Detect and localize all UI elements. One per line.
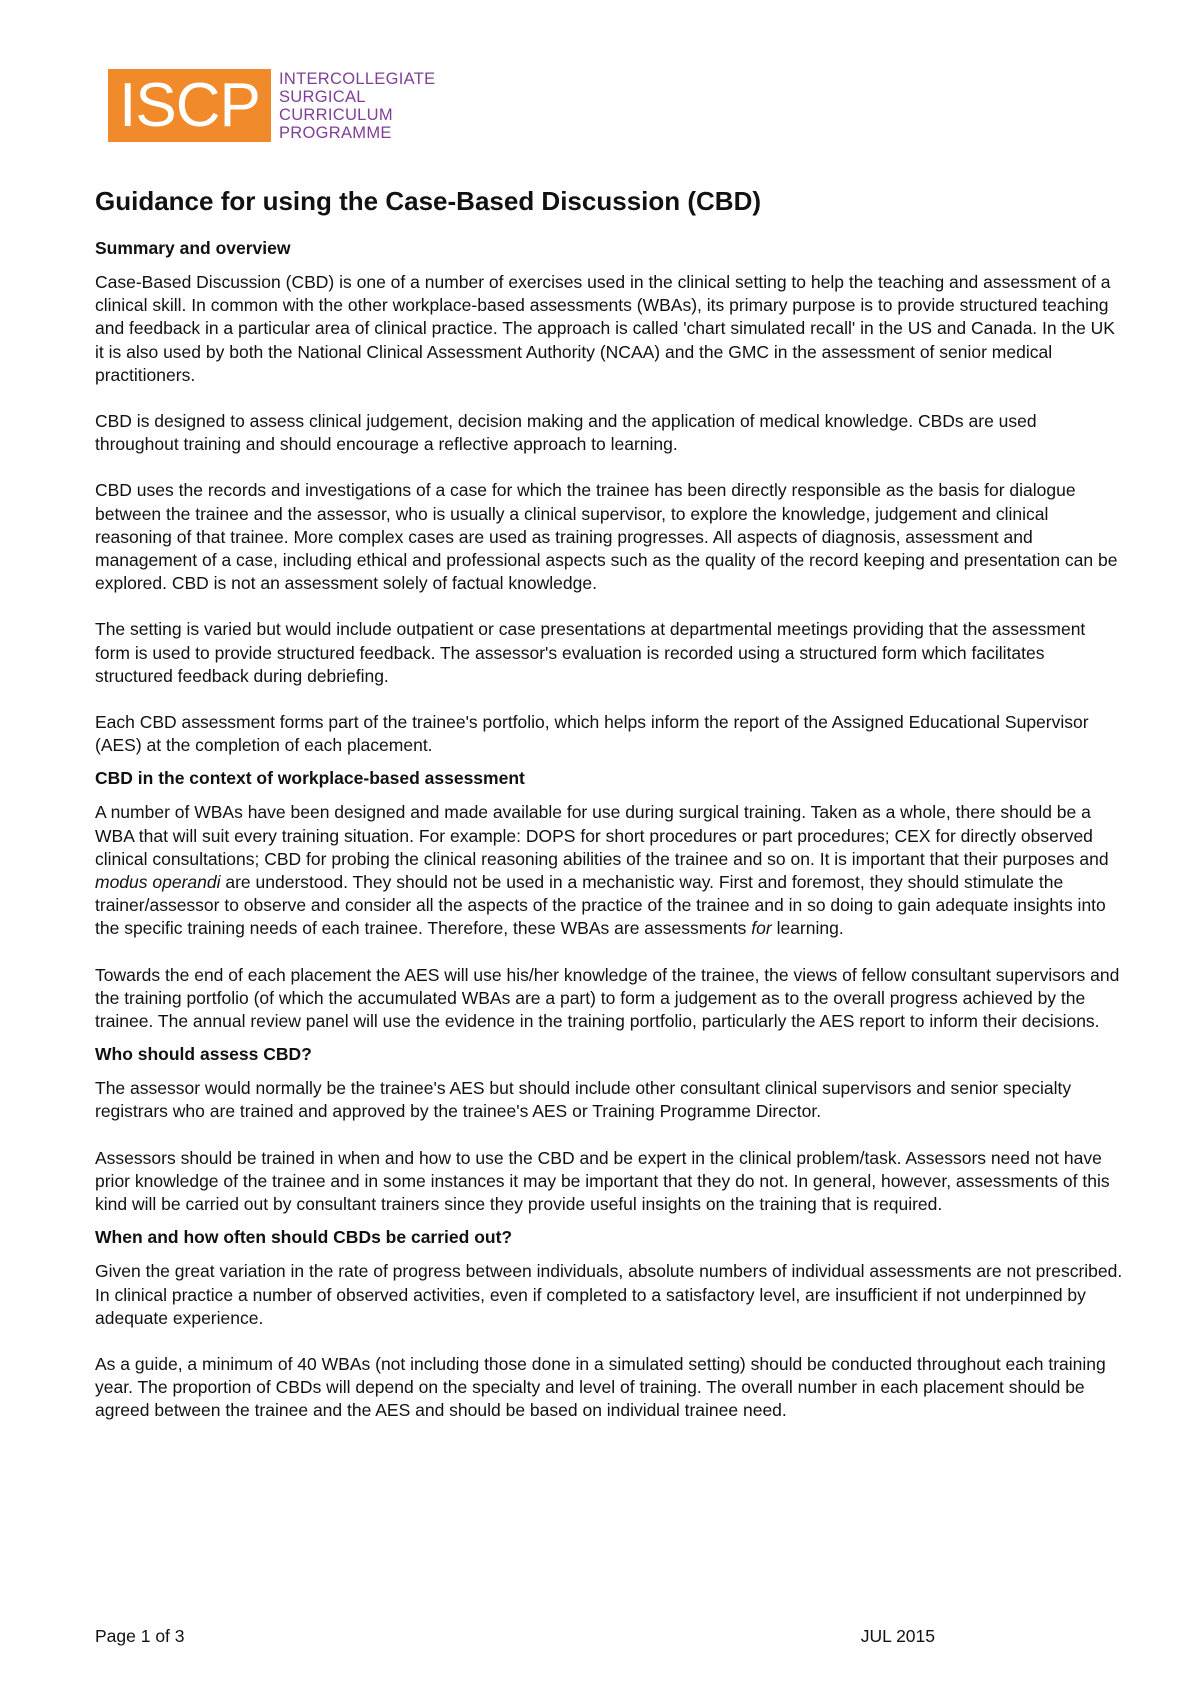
paragraph: Case-Based Discussion (CBD) is one of a number of exercises used in the clinical setting to help the teaching and assessment of a clinical skill. In common with the other workplace-based assessments (WBAs), its primary purpose is to provide structured teaching and feedback in a particular area of clinical practice. The approach is called 'chart simulated recall' in the US and Canada. In the UK it is also used by both the National Clinical Assessment Authority (NCAA) and the GMC in the assessment of senior medical practitioners. [95,272,1115,385]
logo-line: PROGRAMME [279,123,392,142]
logo-line: INTERCOLLEGIATE [279,69,436,88]
section-heading-summary: Summary and overview [95,238,291,258]
section-heading-who: Who should assess CBD? [95,1044,312,1065]
section-heading-when: When and how often should CBDs be carried out? [95,1227,513,1248]
logo-line: SURGICAL [279,87,366,106]
section-heading-context: CBD in the context of workplace-based assessment [95,768,525,789]
paragraph: Each CBD assessment forms part of the trainee's portfolio, which helps inform the report of the Assigned Educational Supervisor (AES) at the completion of each placement. [95,712,1089,756]
paragraph: The setting is varied but would include outpatient or case presentations at departmental meetings providing that the assessment form is used to provide structured feedback. The assessor's evaluation is recorded using a structured form which facilitates structured feedback during debriefing. [95,619,1086,686]
text-run: are understood. They should not be used in a mechanistic way. First and foremost, they should stimulate the trainer/assessor to observe and consider all the aspects of the practice of the trainee and in so doing to gain adequate insights into the specific training needs of each trainee. Therefore, these WBAs are assessments [95,872,1106,939]
paragraph: As a guide, a minimum of 40 WBAs (not including those done in a simulated setting) should be conducted throughout each training year. The proportion of CBDs will depend on the specialty and level of training. The overall number in each placement should be agreed between the trainee and the AES and should be based on individual trainee need. [95,1353,1106,1421]
logo-acronym: ISCP [108,69,271,142]
emphasis-text: for [751,918,772,939]
paragraph: Given the great variation in the rate of progress between individuals, absolute numbers of individual assessments are not prescribed. In clinical practice a number of observed activities, even if completed to a satisfactory level, are insufficient if not underpinned by adequate experience. [95,1261,1123,1328]
logo-line: CURRICULUM [279,105,393,124]
text-run: A number of WBAs have been designed and made available for use during surgical training. Taken as a whole, there should be a WBA that will suit every training situation. For example: DOPS for short procedures or part procedures; CEX for directly observed clinical consultations; CBD for probing the clinical reasoning abilities of the trainee and so on. It is important that their purposes and [95,802,1109,869]
iscp-logo [108,69,435,142]
page-title: Guidance for using the Case-Based Discussion (CBD) [95,186,762,216]
document-date: JUL 2015 [860,1626,935,1646]
logo-wordmark [279,70,435,142]
paragraph: CBD uses the records and investigations of a case for which the trainee has been directly responsible as the basis for dialogue between the trainee and the assessor, who is usually a clinical supervisor, to explore the knowledge, judgement and clinical reasoning of that trainee. More complex cases are used as training progresses. All aspects of diagnosis, assessment and management of a case, including ethical and professional aspects such as the quality of the record keeping and presentation can be explored. CBD is not an assessment solely of factual knowledge. [95,480,1118,594]
paragraph [95,801,1125,940]
emphasis-text: modus operandi [95,872,221,893]
paragraph: Towards the end of each placement the AES will use his/her knowledge of the trainee, the views of fellow consultant supervisors and the training portfolio (of which the accumulated WBAs are a part) to form a judgement as to the overall progress achieved by the trainee. The annual review panel will use the evidence in the training portfolio, particularly the AES report to inform their decisions. [95,964,1120,1032]
paragraph: The assessor would normally be the trainee's AES but should include other consultant clinical supervisors and senior specialty registrars who are trained and approved by the trainee's AES or Training Programme Director. [95,1078,1072,1122]
paragraph: Assessors should be trained in when and how to use the CBD and be expert in the clinical problem/task. Assessors need not have prior knowledge of the trainee and in some instances it may be important that they do not. In general, however, assessments of this kind will be carried out by consultant trainers since they provide useful insights on the training that is required. [95,1147,1110,1215]
paragraph: CBD is designed to assess clinical judgement, decision making and the application of medical knowledge. CBDs are used throughout training and should encourage a reflective approach to learning. [95,411,1037,455]
document-body [95,185,1125,1446]
page-footer [95,1626,935,1647]
page-number: Page 1 of 3 [95,1626,185,1646]
text-run: learning. [771,918,844,939]
